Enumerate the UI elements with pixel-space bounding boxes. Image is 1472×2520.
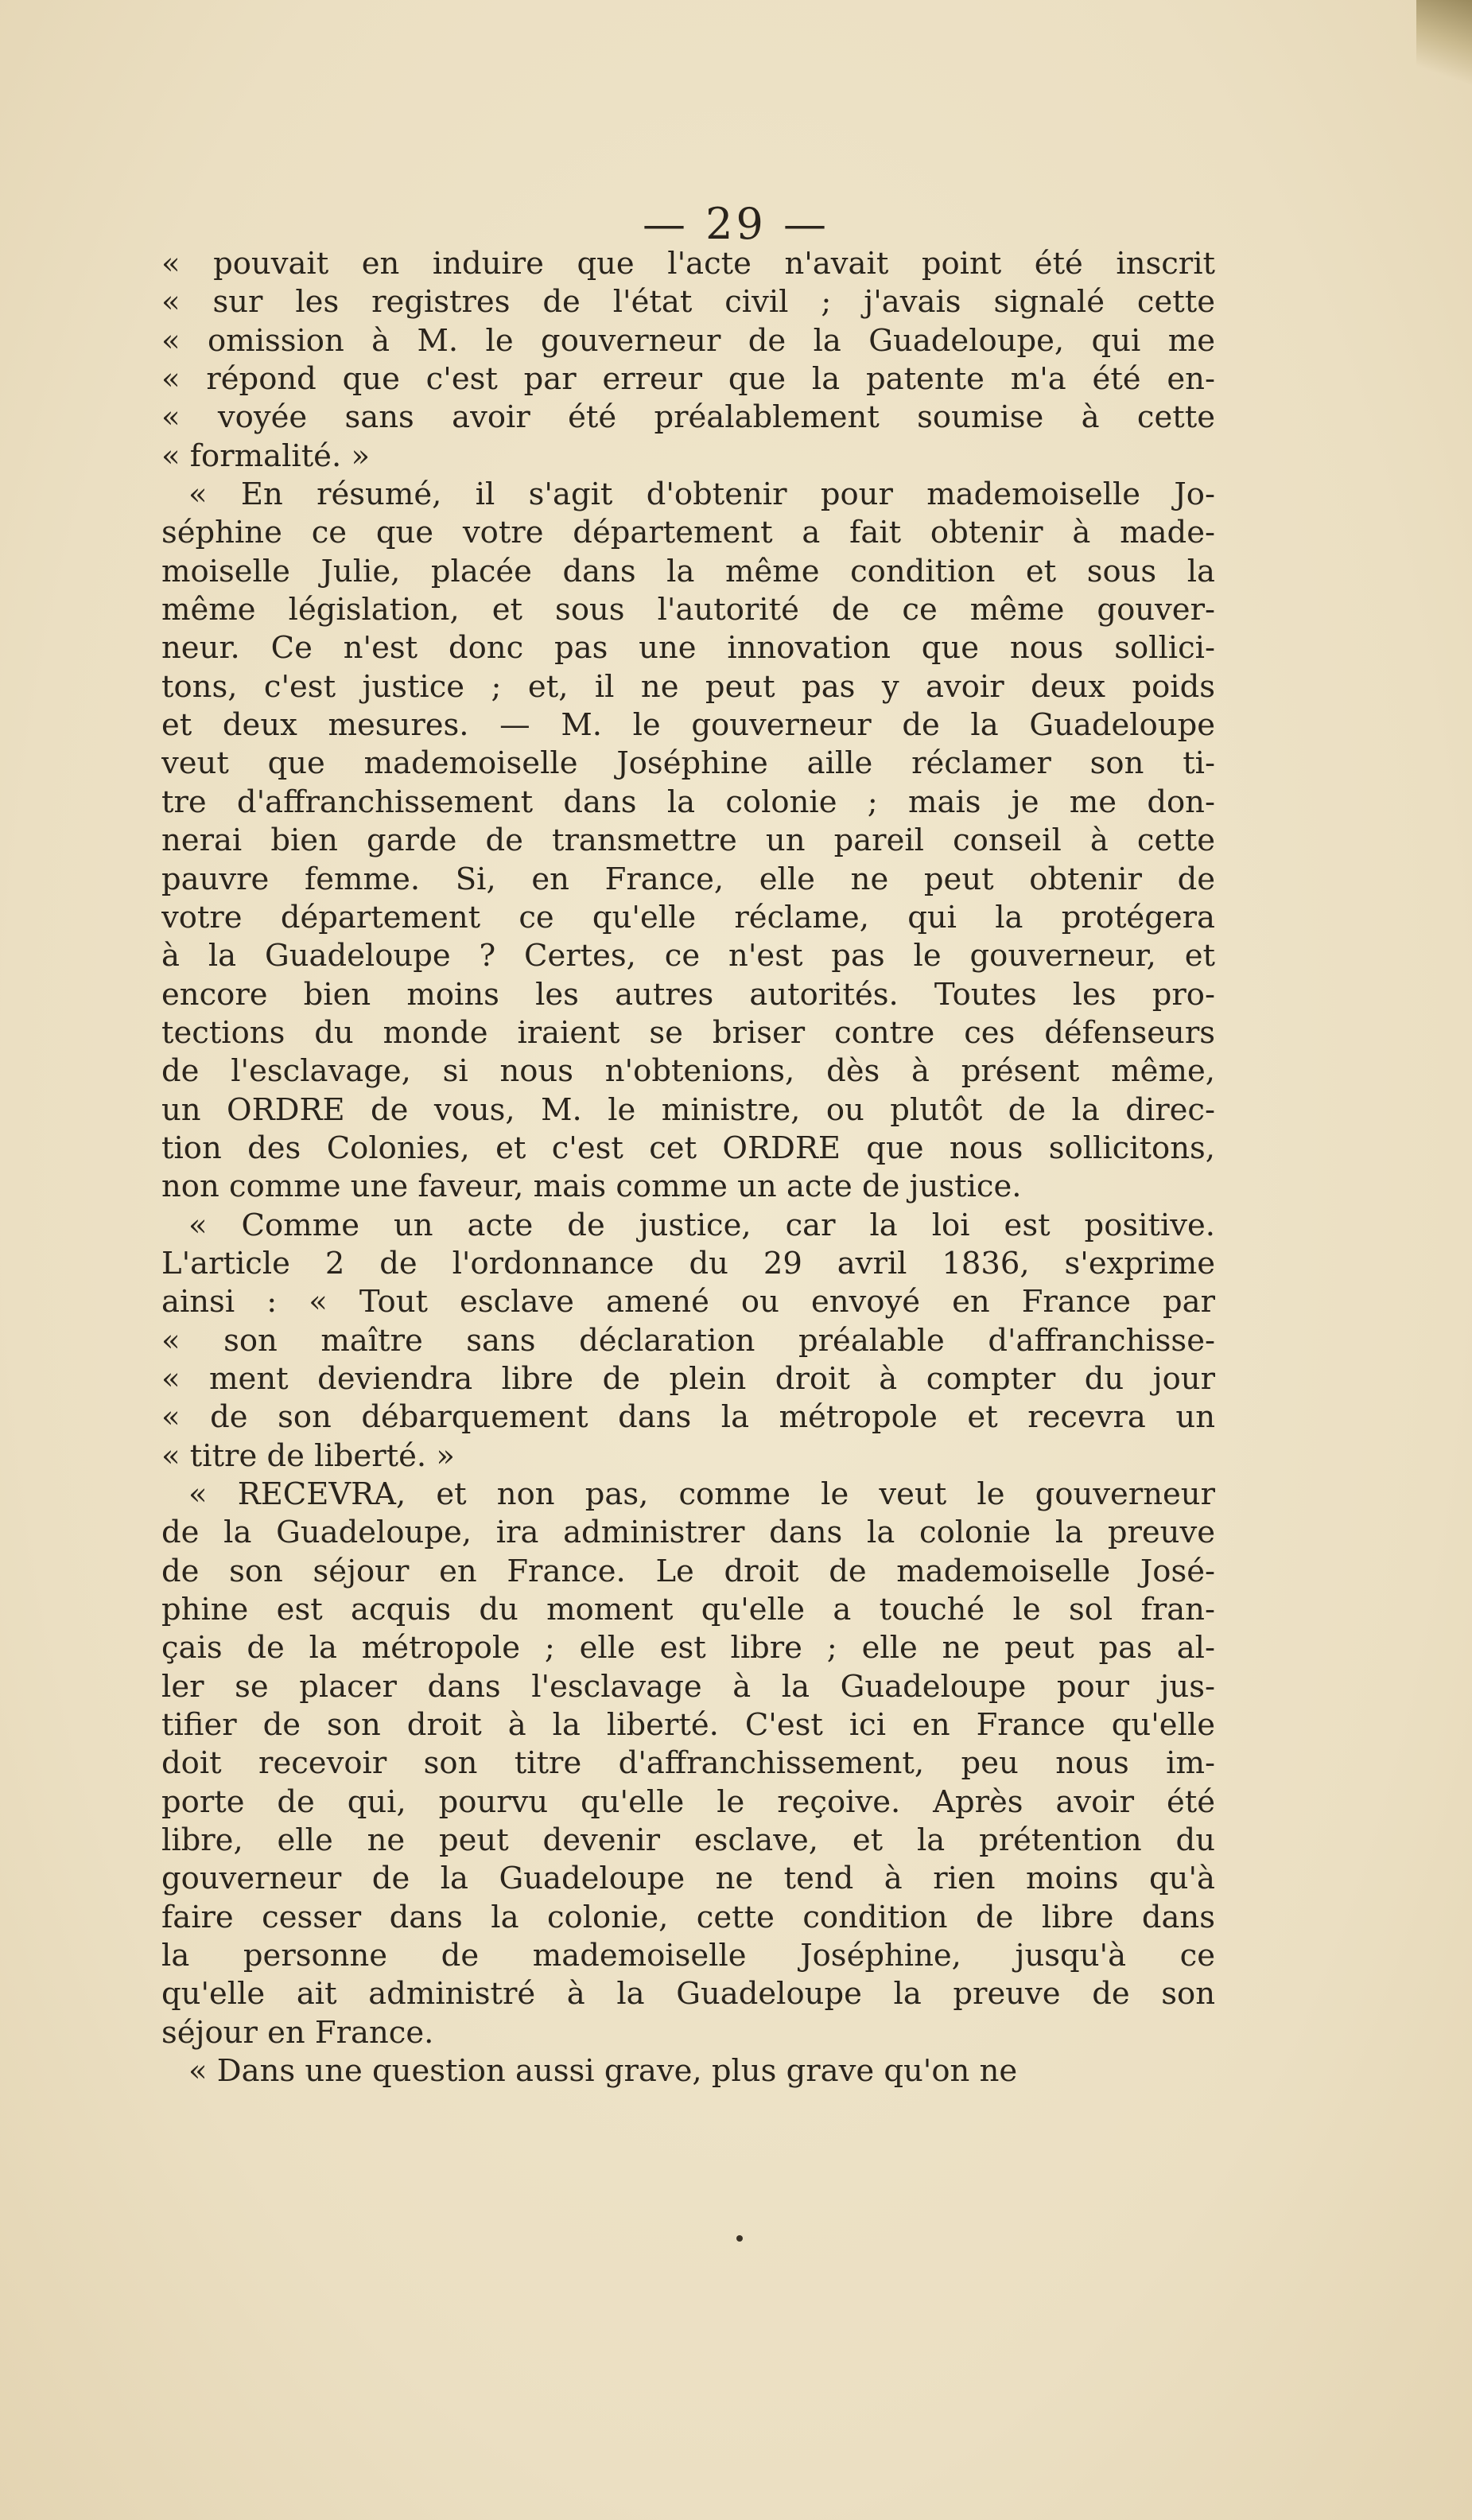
text-line: « de son débarquement dans la métropole et recevra un [161,1399,1215,1436]
text-line: de son séjour en France. Le droit de mademoiselle José- [161,1553,1215,1589]
text-line: « titre de liberté. » [161,1437,455,1474]
text-line: et deux mesures. — M. le gouverneur de la Guadeloupe [161,707,1215,744]
text-line: même législation, et sous l'autorité de ce même gouver- [161,592,1215,628]
text-line: veut que mademoiselle Joséphine aille réclamer son ti- [161,745,1215,782]
text-line: de l'esclavage, si nous n'obtenions, dès à présent même, [161,1053,1215,1090]
text-line: moiselle Julie, placée dans la même condition et sous la [161,553,1215,589]
text-line: pauvre femme. Si, en France, elle ne peut obtenir de [161,861,1215,897]
text-line: « répond que c'est par erreur que la patente m'a été en- [161,361,1215,398]
text-line: séphine ce que votre département a fait obtenir à made- [161,515,1215,551]
text-line: « voyée sans avoir été préalablement soumise à cette [161,399,1215,436]
text-line: votre département ce qu'elle réclame, qui la protégera [161,899,1215,935]
text-line: la personne de mademoiselle Joséphine, jusqu'à ce [161,1938,1215,1974]
text-line: « formalité. » [161,438,370,474]
text-line: tion des Colonies, et c'est cet ORDRE que nous sollicitons, [161,1130,1215,1166]
text-line: çais de la métropole ; elle est libre ; elle ne peut pas al- [161,1630,1215,1666]
text-line: tifier de son droit à la liberté. C'est ici en France qu'elle [161,1707,1215,1744]
text-line: ainsi : « Tout esclave amené ou envoyé en France par [161,1284,1215,1320]
text-line: neur. Ce n'est donc pas une innovation que nous sollici- [161,630,1215,667]
text-line: « omission à M. le gouverneur de la Guadeloupe, qui me [161,322,1215,359]
text-line: séjour en France. [161,2014,434,2051]
text-line: qu'elle ait administré à la Guadeloupe la preuve de son [161,1976,1215,2012]
text-line: encore bien moins les autres autorités. Toutes les pro- [161,976,1215,1013]
page-corner-stain [1416,0,1472,88]
text-line: gouverneur de la Guadeloupe ne tend à rien moins qu'à [161,1861,1215,1897]
text-line: faire cesser dans la colonie, cette condition de libre dans [161,1899,1215,1935]
text-line: libre, elle ne peut devenir esclave, et la prétention du [161,1822,1215,1859]
text-line: « son maître sans déclaration préalable d'affranchisse- [161,1322,1215,1359]
text-line: « RECEVRA, et non pas, comme le veut le gouverneur [188,1476,1215,1512]
text-line: nerai bien garde de transmettre un pareil conseil à cette [161,822,1215,859]
text-line: ler se placer dans l'esclavage à la Guadeloupe pour jus- [161,1668,1215,1705]
text-line: non comme une faveur, mais comme un acte de justice. [161,1169,1022,1205]
text-line: « ment deviendra libre de plein droit à compter du jour [161,1360,1215,1397]
text-line: doit recevoir son titre d'affranchissement, peu nous im- [161,1745,1215,1782]
text-line: un ORDRE de vous, M. le ministre, ou plutôt de la direc- [161,1091,1215,1128]
text-line: « Dans une question aussi grave, plus grave qu'on ne [188,2053,1018,2090]
text-line: L'article 2 de l'ordonnance du 29 avril 1836, s'exprime [161,1245,1215,1281]
text-line: « Comme un acte de justice, car la loi est positive. [188,1207,1215,1243]
text-line: tre d'affranchissement dans la colonie ; mais je me don- [161,784,1215,820]
text-line: « En résumé, il s'agit d'obtenir pour mademoiselle Jo- [188,476,1215,513]
text-line: « pouvait en induire que l'acte n'avait point été inscrit [161,246,1215,282]
text-line: tections du monde iraient se briser contre ces défenseurs [161,1014,1215,1051]
text-line: « sur les registres de l'état civil ; j'avais signalé cette [161,284,1215,321]
body-text [161,245,1215,2091]
text-line: tons, c'est justice ; et, il ne peut pas y avoir deux poids [161,668,1215,705]
text-line: phine est acquis du moment qu'elle a touché le sol fran- [161,1592,1215,1628]
text-line: porte de qui, pourvu qu'elle le reçoive. Après avoir été [161,1783,1215,1820]
page-number: — 29 — [642,199,830,249]
text-line: à la Guadeloupe ? Certes, ce n'est pas le gouverneur, et [161,938,1215,974]
text-line: de la Guadeloupe, ira administrer dans la colonie la preuve [161,1515,1215,1551]
ink-speck [736,2235,743,2242]
